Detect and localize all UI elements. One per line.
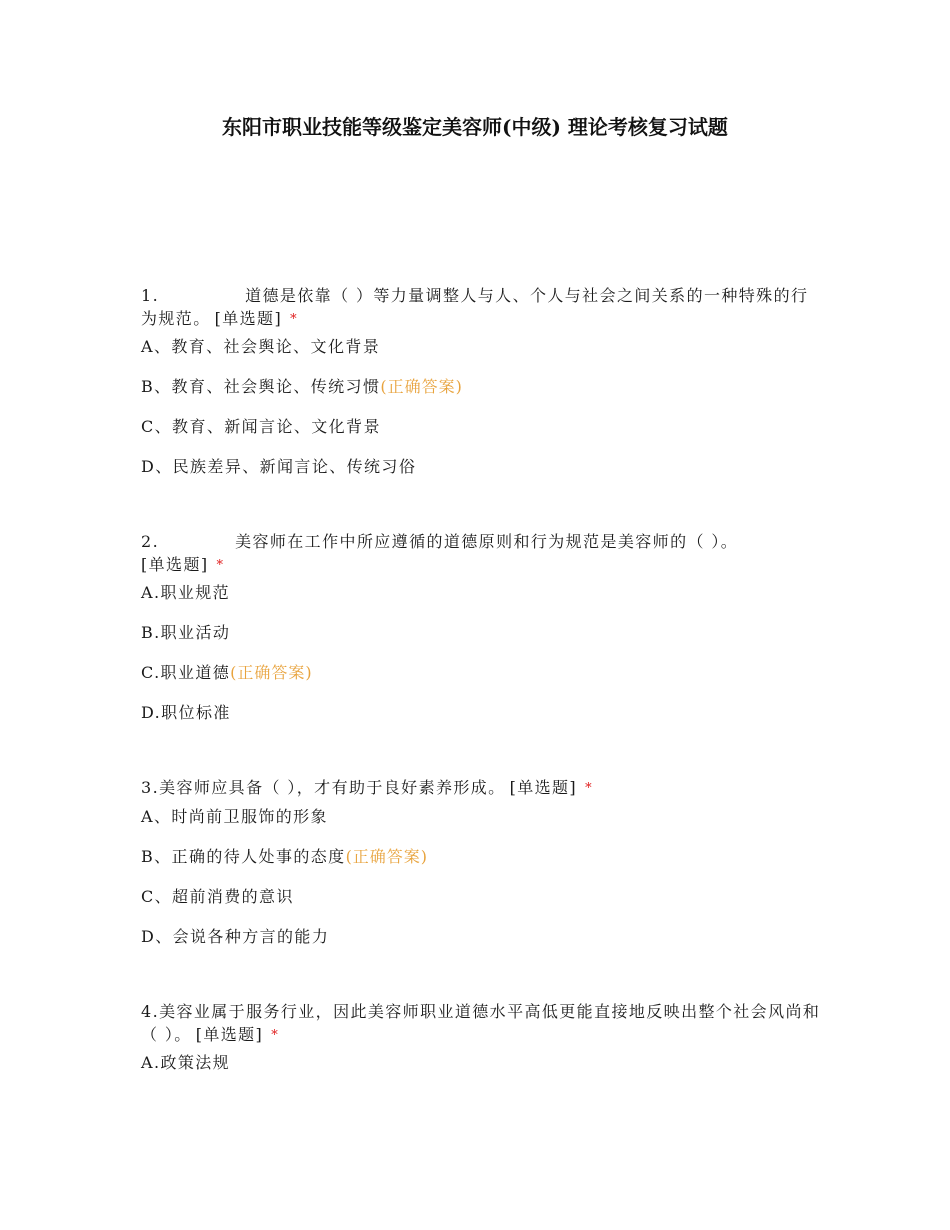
question-text: 美容业属于服务行业，因此美容师职业道德水平高低更能直接地反映出整个社会风尚和（ ）。: [141, 1002, 821, 1044]
required-asterisk: *: [585, 781, 593, 796]
question-number: 4.: [141, 1002, 160, 1021]
option-c: C、教育、新闻言论、文化背景: [141, 417, 381, 436]
question-3: [141, 776, 821, 801]
question-number: 1.: [141, 286, 160, 305]
question-2: [141, 530, 821, 578]
question-3-stem: [141, 776, 821, 801]
option-d: D、会说各种方言的能力: [141, 927, 330, 946]
question-number: 3.: [141, 778, 160, 797]
question-1: [141, 284, 821, 332]
correct-answer-mark: (正确答案): [345, 847, 429, 866]
question-type-tag: [单选题]: [214, 309, 283, 328]
question-number: 2.: [141, 532, 160, 551]
correct-answer-mark: (正确答案): [380, 377, 463, 396]
document-title: 东阳市职业技能等级鉴定美容师(中级) 理论考核复习试题: [222, 115, 728, 139]
correct-answer-mark: (正确答案): [230, 663, 313, 682]
question-2-stem: [141, 530, 821, 578]
question-text: 美容师在工作中所应遵循的道德原则和行为规范是美容师的（ ）。: [235, 532, 739, 551]
question-1-stem: [141, 284, 821, 332]
option-c: C.职业道德(正确答案): [141, 663, 313, 682]
required-asterisk: *: [271, 1028, 280, 1043]
option-a: A.职业规范: [141, 583, 231, 602]
required-asterisk: *: [216, 558, 225, 573]
option-b: B.职业活动: [141, 623, 231, 642]
question-4: [141, 1000, 821, 1048]
option-b: B、教育、社会舆论、传统习惯(正确答案): [141, 377, 463, 396]
question-text: 美容师应具备（ ），才有助于良好素养形成。: [159, 778, 506, 797]
option-d: D.职位标准: [141, 703, 231, 722]
question-type-tag: [单选题]: [509, 778, 578, 797]
question-type-tag: [单选题]: [141, 555, 209, 574]
required-asterisk: *: [290, 312, 299, 327]
question-4-stem: [141, 1000, 821, 1048]
option-b: B、正确的待人处事的态度(正确答案): [141, 847, 429, 866]
option-d: D、民族差异、新闻言论、传统习俗: [141, 457, 417, 476]
option-a: A.政策法规: [141, 1053, 231, 1072]
option-a: A、教育、社会舆论、文化背景: [141, 337, 381, 356]
option-c: C、超前消费的意识: [141, 887, 294, 906]
question-type-tag: [单选题]: [195, 1025, 264, 1044]
option-a: A、时尚前卫服饰的形象: [141, 807, 328, 826]
question-text: 道德是依靠（ ）等力量调整人与人、个人与社会之间关系的一种特殊的行为规范。: [141, 286, 809, 328]
